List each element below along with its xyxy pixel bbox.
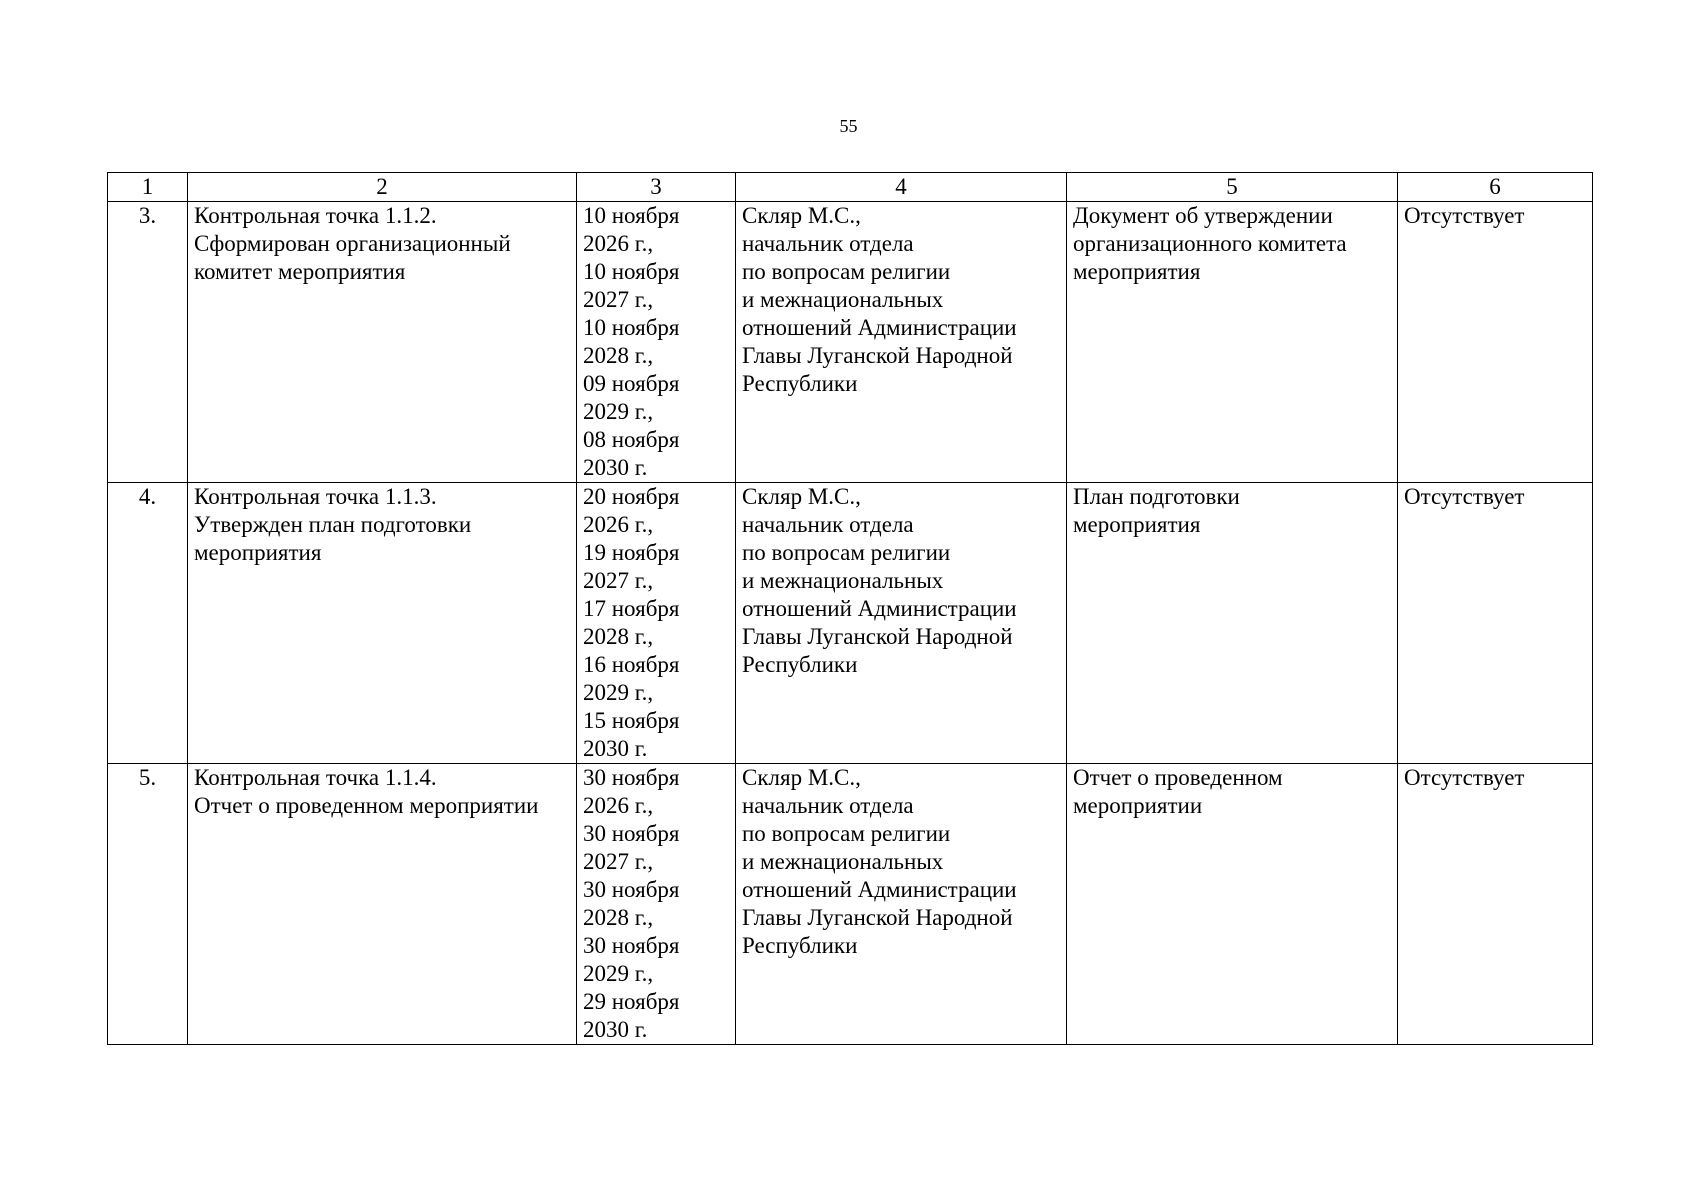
document-cell: Документ об утверждении организационного комитета мероприятия — [1067, 202, 1398, 483]
row-number: 3. — [108, 202, 188, 483]
table-header-row — [108, 173, 1593, 202]
row-number: 5. — [108, 764, 188, 1045]
responsible-cell: Скляр М.С., начальник отдела по вопросам религии и межнациональных отношений Администрации Главы Луганской Народной Республики — [736, 202, 1067, 483]
page-number: 55 — [839, 116, 858, 136]
info-system-cell: Отсутствует — [1398, 764, 1593, 1045]
column-header-3: 3 — [577, 173, 736, 202]
dates-cell: 10 ноября 2026 г., 10 ноября 2027 г., 10 ноября 2028 г., 09 ноября 2029 г., 08 ноября 2030 г. — [577, 202, 736, 483]
table-row — [108, 764, 1593, 1045]
control-point-cell: Контрольная точка 1.1.4. Отчет о проведенном мероприятии — [188, 764, 577, 1045]
responsible-cell: Скляр М.С., начальник отдела по вопросам религии и межнациональных отношений Администрации Главы Луганской Народной Республики — [736, 483, 1067, 764]
table-row — [108, 202, 1593, 483]
column-header-6: 6 — [1398, 173, 1593, 202]
column-header-4: 4 — [736, 173, 1067, 202]
control-point-cell: Контрольная точка 1.1.2. Сформирован организационный комитет мероприятия — [188, 202, 577, 483]
control-point-cell: Контрольная точка 1.1.3. Утвержден план подготовки мероприятия — [188, 483, 577, 764]
column-header-1: 1 — [108, 173, 188, 202]
dates-cell: 30 ноября 2026 г., 30 ноября 2027 г., 30 ноября 2028 г., 30 ноября 2029 г., 29 ноября 2030 г. — [577, 764, 736, 1045]
control-points-table — [107, 172, 1593, 1045]
document-cell: Отчет о проведенном мероприятии — [1067, 764, 1398, 1045]
column-header-5: 5 — [1067, 173, 1398, 202]
document-cell: План подготовки мероприятия — [1067, 483, 1398, 764]
info-system-cell: Отсутствует — [1398, 202, 1593, 483]
table-row — [108, 483, 1593, 764]
row-number: 4. — [108, 483, 188, 764]
responsible-cell: Скляр М.С., начальник отдела по вопросам религии и межнациональных отношений Администрации Главы Луганской Народной Республики — [736, 764, 1067, 1045]
info-system-cell: Отсутствует — [1398, 483, 1593, 764]
column-header-2: 2 — [188, 173, 577, 202]
dates-cell: 20 ноября 2026 г., 19 ноября 2027 г., 17 ноября 2028 г., 16 ноября 2029 г., 15 ноября 2030 г. — [577, 483, 736, 764]
